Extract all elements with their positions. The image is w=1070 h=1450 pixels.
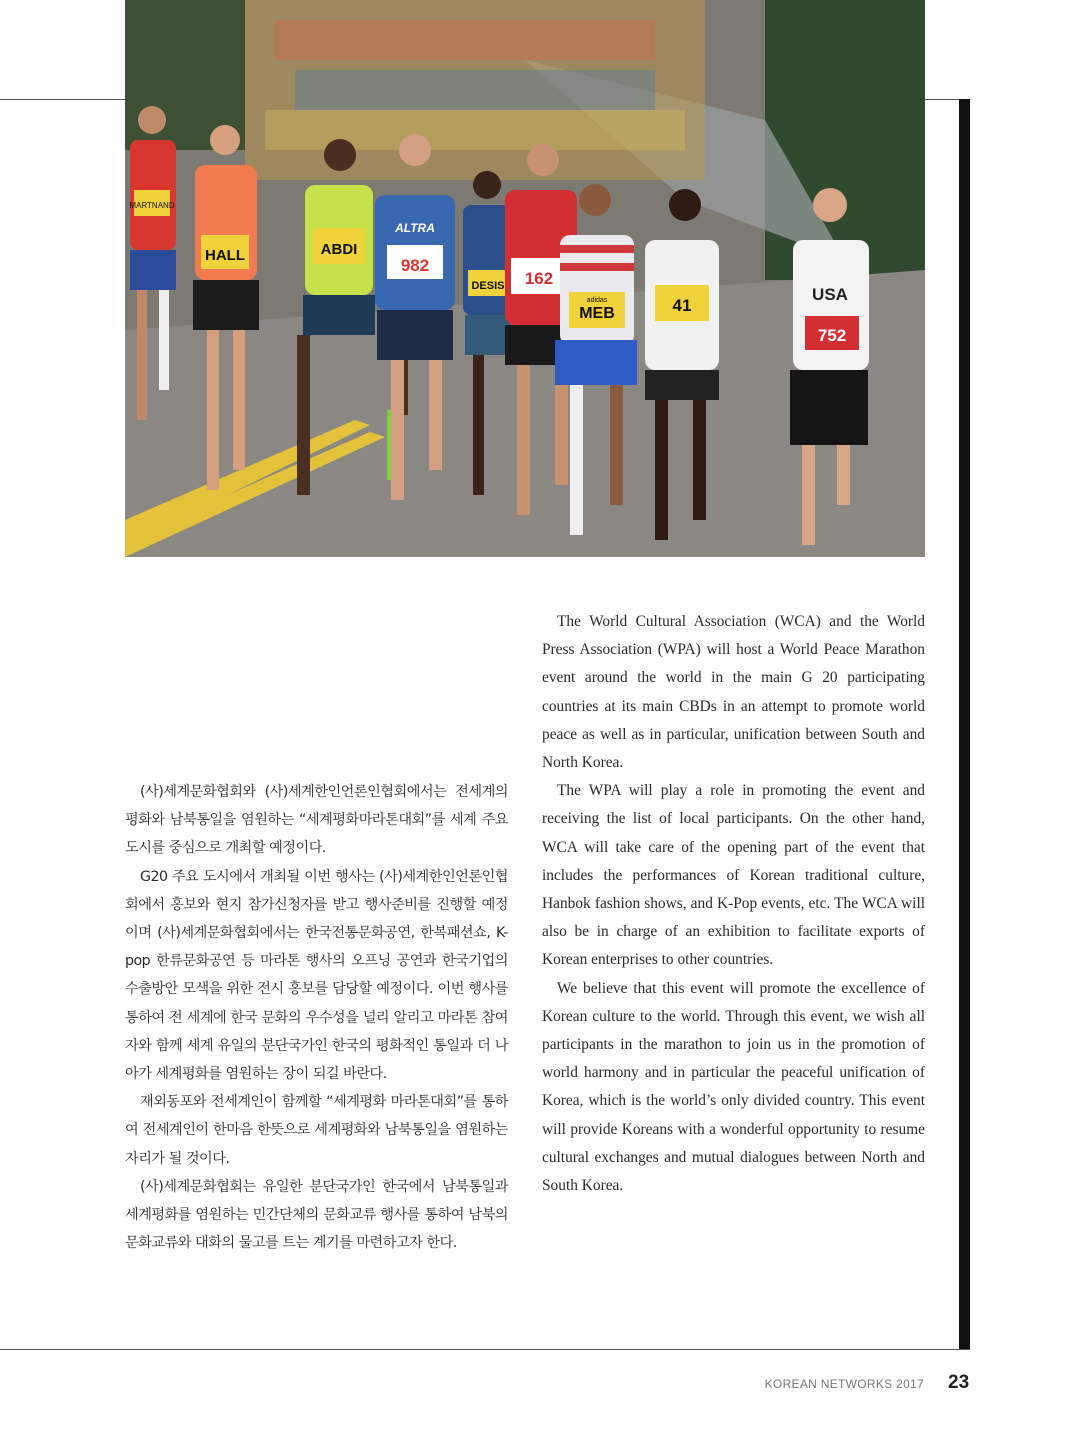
english-paragraph-2: The WPA will play a role in promoting the event and receiving the list of local participants. On the other hand, WCA will take care of the opening part of the event that includes the performances of Korean traditional culture, Hanbok fashion shows, and K-Pop events, etc. The WCA will also be in charge of an exhibition to facilitate exports of Korean enterprises to other countries.: [542, 782, 925, 969]
bib-4: 982: [400, 256, 430, 275]
english-paragraph-3: We believe that this event will promote the excellence of Korean culture to the world. Through this event, we wish all participants in the marathon to join us in the promotion of world harmony and in particular the peaceful unification of Korea, which is the world’s only divided country. This event will provide Koreans with a wonderful opportunity to resume cultural exchanges and mutual dialogues between North and South Korea.: [542, 979, 925, 1195]
english-article: [542, 608, 925, 1200]
bib-brand: adidas: [586, 297, 608, 304]
footer-page-number: 23: [948, 1372, 970, 1393]
footer-magazine-title: KOREAN NETWORKS 2017: [764, 1377, 924, 1391]
bib-6: 162: [524, 269, 554, 288]
korean-paragraph-3: 재외동포와 전세계인이 함께할 “세계평화 마라톤대회”를 통하여 전세계인이 한마음 한뜻으로 세계평화와 남북통일을 염원하는 자리가 될 것이다.: [125, 1094, 508, 1167]
top-rule-left: [0, 99, 126, 100]
korean-paragraph-2: G20 주요 도시에서 개최될 이번 행사는 (사)세계한인언론인협회에서 홍보와 현지 참가신청자를 받고 행사준비를 진행할 예정이며 (사)세계문화협회에서는 한국전통문화공연, 한복패션쇼, K-pop 한류문화공연 등 마라톤 행사의 오프닝 공연과 한국기업의 수출방안 모색을 위한 전시 홍보를 담당할 예정이다. 이번 행사를 통하여 전 세계에 한국 문화의 우수성을 널리 알리고 마라톤 참여자와 함께 세계 유일의 분단국가인 한국의 평화적인 통일과 더 나아가 세계평화를 염원하는 장이 되길 바란다.: [125, 868, 508, 1083]
sponsor-logo: ALTRA: [395, 221, 435, 235]
bib-5: DESIS: [471, 280, 505, 292]
korean-paragraph-4: (사)세계문화협회는 유일한 분단국가인 한국에서 남북통일과 세계평화를 염원하는 민간단체의 문화교류 행사를 통하여 남북의 문화교류와 대화의 물고를 트는 계기를 마련하고자 한다.: [125, 1178, 508, 1252]
bib-3: ABDI: [320, 241, 358, 258]
page-edge-bar: [959, 99, 970, 1350]
korean-article: [125, 778, 508, 1257]
english-paragraph-1: The World Cultural Association (WCA) and the World Press Association (WPA) will host a World Peace Marathon event around the world in the main G 20 participating countries at its main CBDs in an attempt to promote world peace as well as in particular, unification between South and North Korea.: [542, 613, 925, 772]
bib-7: MEB: [579, 305, 615, 322]
bib-9: 752: [817, 326, 847, 345]
korean-paragraph-1: (사)세계문화협회와 (사)세계한인언론인협회에서는 전세계의 평화와 남북통일을 염원하는 “세계평화마라톤대회”를 세계 주요 도시를 중심으로 개최할 예정이다.: [125, 784, 508, 857]
bib-1: MARTNAND: [129, 201, 175, 210]
marathon-illustration: [125, 0, 925, 557]
bib-2: HALL: [205, 247, 245, 264]
crowd: [245, 0, 705, 180]
bottom-rule: [0, 1349, 970, 1350]
marathon-photo: [125, 0, 925, 557]
shirt-text: USA: [812, 285, 848, 304]
bib-8: 41: [672, 296, 692, 315]
